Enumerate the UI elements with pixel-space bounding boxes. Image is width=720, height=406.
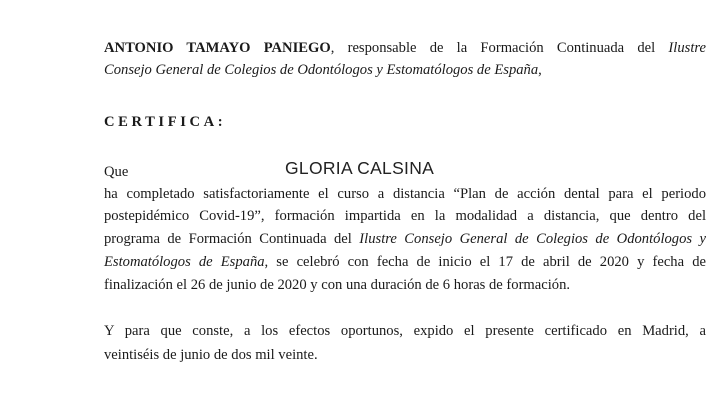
body-line-1: ha completado satisfactoriamente el curso a distancia “Plan de acción dental para el periodo	[104, 186, 706, 202]
issuer-name: ANTONIO TAMAYO PANIEGO	[104, 40, 331, 56]
body-line-4-rest: , se celebró con fecha de inicio el 17 de abril de 2020 y fecha de	[264, 254, 706, 270]
issuer-line-1	[104, 38, 706, 58]
certifica-heading: CERTIFICA:	[104, 114, 227, 130]
issuer-trailing-comma: ,	[538, 62, 542, 78]
body-line-4-institution: Estomatólogos de España	[104, 254, 265, 270]
body-line-3-institution: Ilustre Consejo General de Colegios de Odontólogos y	[359, 231, 706, 247]
issuer-line-2	[104, 60, 706, 80]
body-line-3	[104, 229, 706, 249]
institution-part-2: Consejo General de Colegios de Odontólogos y Estomatólogos de España	[104, 62, 539, 78]
body-line-2: postepidémico Covid-19”, formación impartida en la modalidad a distancia, que dentro del	[104, 208, 706, 224]
body-line-5: finalización el 26 de junio de 2020 y con una duración de 6 horas de formación.	[104, 277, 571, 293]
body-line-4	[104, 252, 706, 272]
closing-line-1: Y para que conste, a los efectos oportunos, expido el presente certificado en Madrid, a	[104, 323, 706, 339]
institution-part-1: Ilustre	[668, 40, 706, 56]
issuer-role: , responsable de la Formación Continuada del	[330, 40, 669, 56]
recipient-prefix: Que	[104, 164, 129, 180]
closing-line-2: veintiséis de junio de dos mil veinte.	[104, 347, 318, 363]
recipient-name: GLORIA CALSINA	[285, 158, 435, 178]
body-line-3-start: programa de Formación Continuada del	[104, 231, 360, 247]
